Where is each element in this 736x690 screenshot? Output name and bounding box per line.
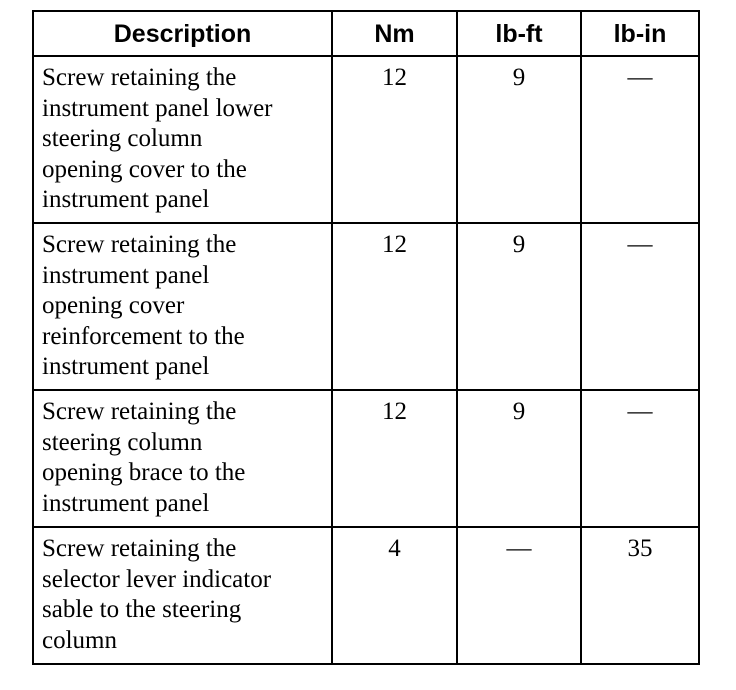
nm-cell: 12 [332,56,457,223]
description-cell [33,390,332,527]
description-line: Screw retaining the [42,64,237,91]
description-line: reinforcement to the [42,322,245,350]
lb-ft-cell: — [457,527,581,664]
lb-ft-cell: 9 [457,56,581,223]
lb-in-cell: 35 [581,527,699,664]
description-line: opening brace to the [42,459,246,487]
description-line: instrument panel [42,489,210,517]
nm-cell: 12 [332,223,457,390]
description-cell [33,56,332,223]
description-line: opening cover to the [42,155,247,183]
header-description: Description [33,11,332,56]
description-line: instrument panel lower [42,94,273,122]
description-line: selector lever indicator [42,565,272,593]
nm-cell: 12 [332,390,457,527]
table-row [33,56,699,223]
header-lb-in: lb-in [581,11,699,56]
description-cell [33,223,332,390]
description-line: steering column [42,125,203,153]
description-line: sable to the steering [42,596,242,624]
lb-ft-cell: 9 [457,390,581,527]
table-row [33,527,699,664]
description-line: instrument panel [42,186,210,214]
header-row [33,11,699,56]
table-row [33,223,699,390]
table-row [33,390,699,527]
header-nm: Nm [332,11,457,56]
description-cell [33,527,332,664]
description-line: instrument panel [42,261,210,289]
description-line: steering column [42,428,203,456]
description-line: instrument panel [42,353,210,381]
header-lb-ft: lb-ft [457,11,581,56]
lb-in-cell: — [581,56,699,223]
description-line: Screw retaining the [42,231,237,258]
description-line: Screw retaining the [42,535,237,562]
lb-in-cell: — [581,390,699,527]
description-line: column [42,626,117,654]
torque-spec-table [32,10,700,665]
description-line: opening cover [42,292,185,320]
description-line: Screw retaining the [42,398,237,425]
nm-cell: 4 [332,527,457,664]
lb-in-cell: — [581,223,699,390]
lb-ft-cell: 9 [457,223,581,390]
